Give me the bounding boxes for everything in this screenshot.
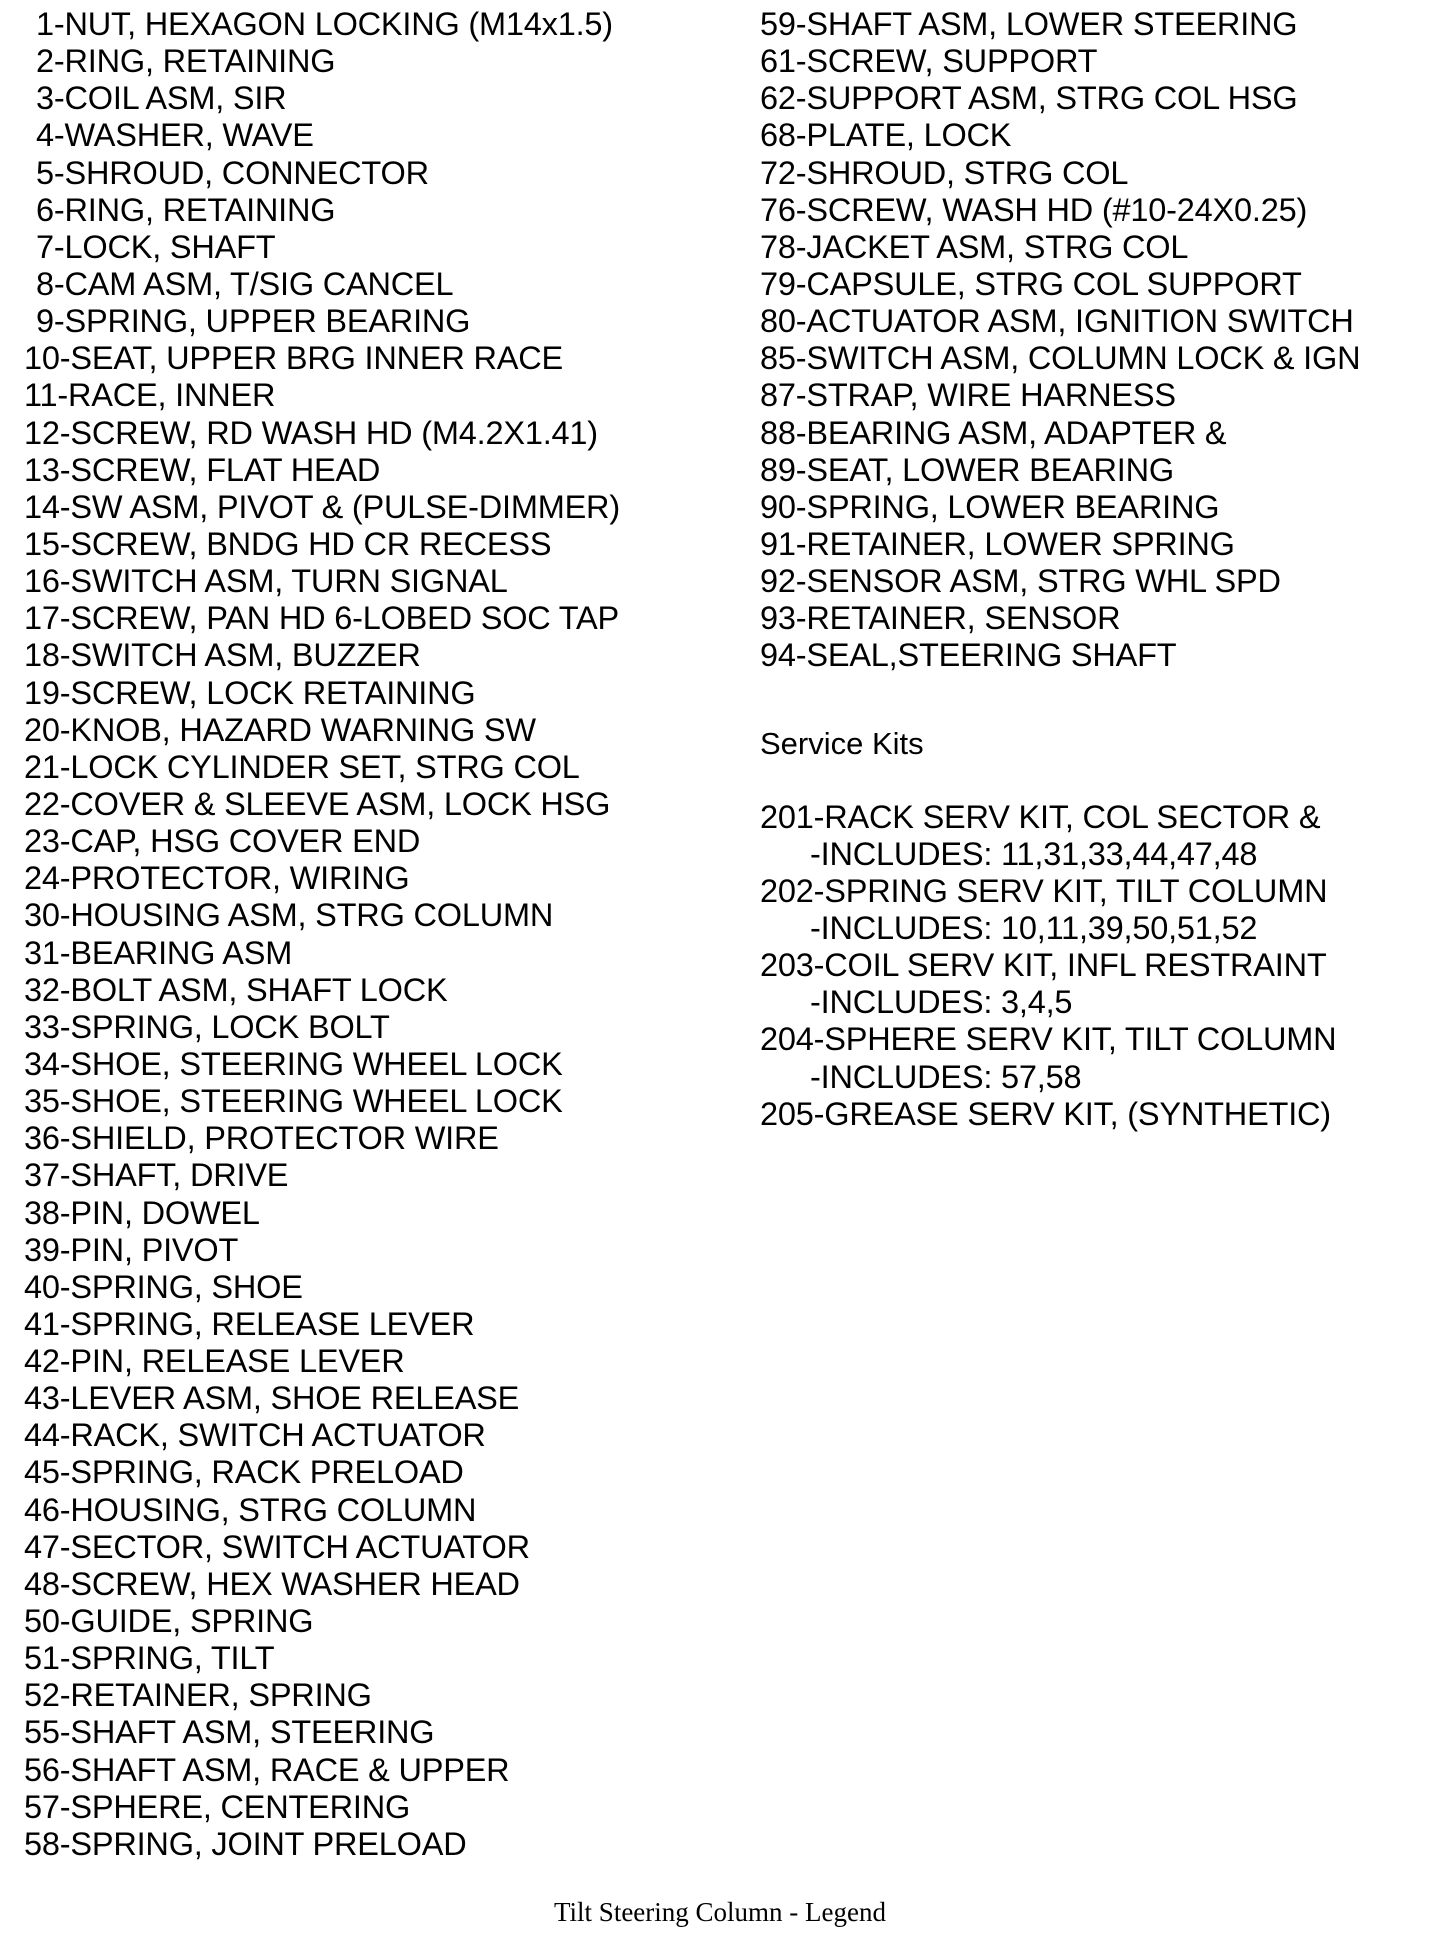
- legend-item: 41-SPRING, RELEASE LEVER: [24, 1305, 475, 1342]
- legend-item: 38-PIN, DOWEL: [24, 1194, 260, 1231]
- legend-item: 33-SPRING, LOCK BOLT: [24, 1008, 390, 1045]
- legend-item: 7-LOCK, SHAFT: [36, 228, 276, 265]
- legend-item: 78-JACKET ASM, STRG COL: [760, 228, 1189, 265]
- legend-item: 32-BOLT ASM, SHAFT LOCK: [24, 971, 448, 1008]
- legend-item: 3-COIL ASM, SIR: [36, 80, 287, 117]
- legend-item: 68-PLATE, LOCK: [760, 117, 1012, 154]
- service-kit-name: 205-GREASE SERV KIT, (SYNTHETIC): [760, 1095, 1331, 1132]
- legend-item: 9-SPRING, UPPER BEARING: [36, 303, 471, 340]
- legend-item: 39-PIN, PIVOT: [24, 1231, 239, 1268]
- legend-item: 15-SCREW, BNDG HD CR RECESS: [24, 525, 552, 562]
- legend-item: 36-SHIELD, PROTECTOR WIRE: [24, 1120, 499, 1157]
- legend-item: 17-SCREW, PAN HD 6-LOBED SOC TAP: [24, 600, 619, 637]
- service-kit-includes: -INCLUDES: 3,4,5: [810, 984, 1073, 1021]
- parts-list-right-items: [760, 6, 1430, 675]
- legend-item: 87-STRAP, WIRE HARNESS: [760, 377, 1176, 414]
- legend-item: 92-SENSOR ASM, STRG WHL SPD: [760, 563, 1281, 600]
- service-kit-includes: -INCLUDES: 57,58: [810, 1058, 1082, 1095]
- legend-item: 22-COVER & SLEEVE ASM, LOCK HSG: [24, 785, 611, 822]
- service-kits-heading: Service Kits: [760, 725, 924, 761]
- legend-item: 55-SHAFT ASM, STEERING: [24, 1714, 435, 1751]
- service-kit-name: 204-SPHERE SERV KIT, TILT COLUMN: [760, 1021, 1337, 1058]
- legend-item: 30-HOUSING ASM, STRG COLUMN: [24, 897, 554, 934]
- legend-item: 23-CAP, HSG COVER END: [24, 823, 421, 860]
- legend-item: 76-SCREW, WASH HD (#10-24X0.25): [760, 191, 1308, 228]
- legend-item: 51-SPRING, TILT: [24, 1640, 275, 1677]
- legend-item: 61-SCREW, SUPPORT: [760, 43, 1098, 80]
- legend-item: 40-SPRING, SHOE: [24, 1268, 303, 1305]
- legend-item: 80-ACTUATOR ASM, IGNITION SWITCH: [760, 303, 1354, 340]
- service-kit-includes: -INCLUDES: 11,31,33,44,47,48: [810, 835, 1258, 872]
- legend-item: 88-BEARING ASM, ADAPTER &: [760, 414, 1227, 451]
- figure-caption: Tilt Steering Column - Legend: [554, 1897, 886, 1927]
- legend-item: 45-SPRING, RACK PRELOAD: [24, 1454, 464, 1491]
- legend-item: 8-CAM ASM, T/SIG CANCEL: [36, 265, 454, 302]
- legend-item: 50-GUIDE, SPRING: [24, 1603, 314, 1640]
- legend-item: 31-BEARING ASM: [24, 934, 293, 971]
- legend-item: 62-SUPPORT ASM, STRG COL HSG: [760, 80, 1298, 117]
- legend-item: 79-CAPSULE, STRG COL SUPPORT: [760, 265, 1302, 302]
- legend-item: 89-SEAT, LOWER BEARING: [760, 451, 1174, 488]
- parts-list-right: [760, 6, 1430, 1133]
- legend-item: 1-NUT, HEXAGON LOCKING (M14x1.5): [36, 6, 613, 42]
- legend-item: 46-HOUSING, STRG COLUMN: [24, 1491, 477, 1528]
- legend-item: 47-SECTOR, SWITCH ACTUATOR: [24, 1528, 530, 1565]
- legend-item: 42-PIN, RELEASE LEVER: [24, 1343, 405, 1380]
- legend-item: 48-SCREW, HEX WASHER HEAD: [24, 1565, 520, 1602]
- legend-item: 19-SCREW, LOCK RETAINING: [24, 674, 476, 711]
- legend-item: 6-RING, RETAINING: [36, 191, 336, 228]
- legend-item: 52-RETAINER, SPRING: [24, 1677, 372, 1714]
- legend-item: 13-SCREW, FLAT HEAD: [24, 451, 381, 488]
- service-kit-name: 203-COIL SERV KIT, INFL RESTRAINT: [760, 947, 1327, 984]
- legend-item: 34-SHOE, STEERING WHEEL LOCK: [24, 1045, 563, 1082]
- legend-item: 11-RACE, INNER: [24, 377, 276, 414]
- service-kit-name: 202-SPRING SERV KIT, TILT COLUMN: [760, 872, 1328, 909]
- legend-item: 10-SEAT, UPPER BRG INNER RACE: [24, 340, 564, 377]
- legend-item: 18-SWITCH ASM, BUZZER: [24, 637, 421, 674]
- parts-list-left: [24, 6, 744, 1863]
- legend-item: 72-SHROUD, STRG COL: [760, 154, 1129, 191]
- legend-item: 4-WASHER, WAVE: [36, 117, 314, 154]
- legend-item: 12-SCREW, RD WASH HD (M4.2X1.41): [24, 414, 598, 451]
- legend-item: 35-SHOE, STEERING WHEEL LOCK: [24, 1083, 563, 1120]
- legend-item: 5-SHROUD, CONNECTOR: [36, 154, 429, 191]
- legend-item: 90-SPRING, LOWER BEARING: [760, 488, 1220, 525]
- legend-item: 37-SHAFT, DRIVE: [24, 1157, 289, 1194]
- legend-item: 14-SW ASM, PIVOT & (PULSE-DIMMER): [24, 488, 620, 525]
- legend-item: 93-RETAINER, SENSOR: [760, 600, 1121, 637]
- legend-item: 58-SPRING, JOINT PRELOAD: [24, 1825, 467, 1862]
- legend-item: 91-RETAINER, LOWER SPRING: [760, 525, 1235, 562]
- legend-item: 94-SEAL,STEERING SHAFT: [760, 637, 1177, 674]
- legend-item: 59-SHAFT ASM, LOWER STEERING: [760, 6, 1298, 42]
- service-kit-includes: -INCLUDES: 10,11,39,50,51,52: [810, 909, 1258, 946]
- legend-item: 44-RACK, SWITCH ACTUATOR: [24, 1417, 486, 1454]
- service-kit-name: 201-RACK SERV KIT, COL SECTOR &: [760, 798, 1321, 835]
- legend-item: 24-PROTECTOR, WIRING: [24, 860, 410, 897]
- legend-item: 56-SHAFT ASM, RACE & UPPER: [24, 1751, 510, 1788]
- legend-item: 16-SWITCH ASM, TURN SIGNAL: [24, 563, 508, 600]
- legend-item: 85-SWITCH ASM, COLUMN LOCK & IGN: [760, 340, 1361, 377]
- legend-item: 21-LOCK CYLINDER SET, STRG COL: [24, 748, 580, 785]
- legend-item: 2-RING, RETAINING: [36, 43, 336, 80]
- legend-item: 57-SPHERE, CENTERING: [24, 1788, 411, 1825]
- service-kits-list: [760, 799, 1430, 1133]
- legend-item: 20-KNOB, HAZARD WARNING SW: [24, 711, 536, 748]
- legend-item: 43-LEVER ASM, SHOE RELEASE: [24, 1380, 520, 1417]
